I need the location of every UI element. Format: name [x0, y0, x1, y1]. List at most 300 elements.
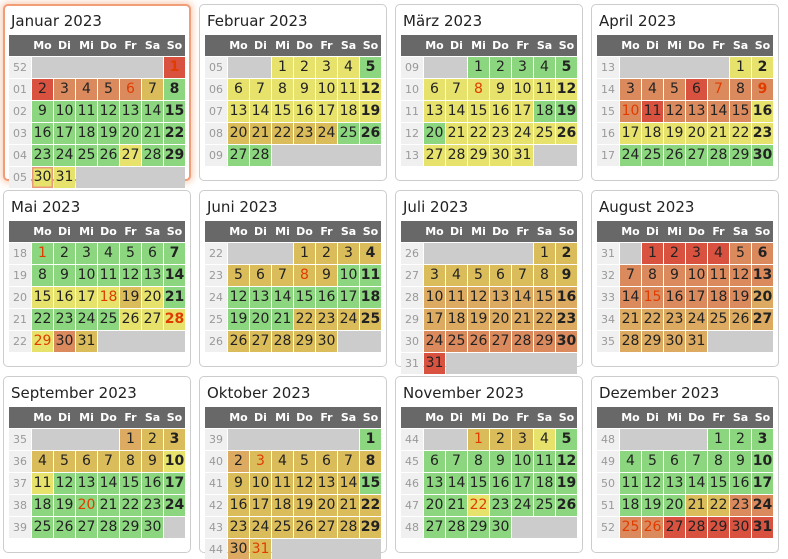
day-cell[interactable]: 16 [316, 287, 337, 308]
day-cell[interactable]: 29 [468, 517, 489, 538]
day-cell[interactable]: 24 [686, 309, 707, 330]
day-cell[interactable]: 4 [360, 243, 381, 264]
day-cell[interactable]: 31 [512, 145, 533, 166]
day-cell[interactable]: 19 [54, 495, 75, 516]
day-cell[interactable]: 12 [664, 101, 685, 122]
day-cell[interactable]: 18 [272, 495, 293, 516]
day-cell[interactable]: 25 [98, 309, 119, 330]
day-cell[interactable]: 19 [642, 495, 663, 516]
day-cell[interactable]: 10 [424, 287, 445, 308]
day-cell[interactable]: 11 [620, 473, 641, 494]
day-cell[interactable]: 5 [360, 57, 381, 78]
day-cell[interactable]: 29 [730, 145, 751, 166]
day-cell[interactable]: 13 [490, 287, 511, 308]
day-cell[interactable]: 30 [54, 331, 75, 352]
day-cell[interactable]: 9 [490, 451, 511, 472]
day-cell[interactable]: 1 [32, 243, 53, 264]
day-cell[interactable]: 3 [164, 429, 185, 450]
day-cell[interactable]: 12 [730, 265, 751, 286]
day-cell[interactable]: 23 [664, 309, 685, 330]
day-cell[interactable]: 27 [424, 517, 445, 538]
day-cell[interactable]: 30 [556, 331, 577, 352]
day-cell[interactable]: 20 [490, 309, 511, 330]
day-cell[interactable]: 26 [360, 123, 381, 144]
day-cell[interactable]: 11 [76, 101, 97, 122]
day-cell[interactable]: 20 [752, 287, 773, 308]
day-cell[interactable]: 7 [98, 451, 119, 472]
day-cell[interactable]: 16 [228, 495, 249, 516]
day-cell[interactable]: 29 [360, 517, 381, 538]
day-cell[interactable]: 26 [556, 123, 577, 144]
day-cell[interactable]: 13 [424, 101, 445, 122]
day-cell[interactable]: 5 [120, 243, 141, 264]
day-cell[interactable]: 3 [512, 57, 533, 78]
day-cell[interactable]: 3 [752, 429, 773, 450]
day-cell[interactable]: 11 [534, 451, 555, 472]
day-cell[interactable]: 15 [730, 101, 751, 122]
day-cell[interactable]: 6 [752, 243, 773, 264]
day-cell[interactable]: 9 [142, 451, 163, 472]
day-cell[interactable]: 28 [338, 517, 359, 538]
day-cell[interactable]: 20 [250, 309, 271, 330]
day-cell[interactable]: 24 [620, 145, 641, 166]
day-cell[interactable]: 20 [664, 495, 685, 516]
day-cell[interactable]: 3 [338, 243, 359, 264]
day-cell[interactable]: 16 [54, 287, 75, 308]
day-cell[interactable]: 1 [468, 429, 489, 450]
day-cell[interactable]: 7 [620, 265, 641, 286]
day-cell[interactable]: 13 [752, 265, 773, 286]
day-cell[interactable]: 5 [98, 79, 119, 100]
day-cell[interactable]: 14 [250, 101, 271, 122]
day-cell[interactable]: 5 [54, 451, 75, 472]
day-cell[interactable]: 21 [446, 123, 467, 144]
day-cell[interactable]: 25 [32, 517, 53, 538]
day-cell[interactable]: 23 [142, 495, 163, 516]
day-cell[interactable]: 12 [360, 79, 381, 100]
day-cell[interactable]: 4 [642, 79, 663, 100]
day-cell[interactable]: 26 [730, 309, 751, 330]
day-cell[interactable]: 14 [142, 101, 163, 122]
day-cell[interactable]: 6 [120, 79, 141, 100]
day-cell[interactable]: 24 [316, 123, 337, 144]
day-cell[interactable]: 12 [98, 101, 119, 122]
day-cell[interactable]: 2 [490, 57, 511, 78]
day-cell[interactable]: 7 [446, 451, 467, 472]
day-cell[interactable]: 8 [642, 265, 663, 286]
day-cell[interactable]: 17 [620, 123, 641, 144]
day-cell[interactable]: 24 [512, 495, 533, 516]
day-cell[interactable]: 28 [272, 331, 293, 352]
day-cell[interactable]: 29 [294, 331, 315, 352]
day-cell[interactable]: 30 [752, 145, 773, 166]
day-cell[interactable]: 23 [32, 145, 53, 166]
day-cell[interactable]: 31 [752, 517, 773, 538]
day-cell[interactable]: 8 [468, 79, 489, 100]
day-cell[interactable]: 2 [32, 79, 53, 100]
day-cell[interactable]: 10 [752, 451, 773, 472]
day-cell[interactable]: 21 [142, 123, 163, 144]
day-cell[interactable]: 20 [76, 495, 97, 516]
day-cell[interactable]: 22 [642, 309, 663, 330]
day-cell[interactable]: 3 [512, 429, 533, 450]
day-cell[interactable]: 24 [54, 145, 75, 166]
day-cell[interactable]: 27 [76, 517, 97, 538]
day-cell[interactable]: 3 [76, 243, 97, 264]
day-cell[interactable]: 26 [468, 331, 489, 352]
day-cell[interactable]: 3 [424, 265, 445, 286]
day-cell[interactable]: 22 [272, 123, 293, 144]
day-cell[interactable]: 24 [250, 517, 271, 538]
day-cell[interactable]: 17 [164, 473, 185, 494]
day-cell[interactable]: 5 [642, 451, 663, 472]
day-cell[interactable]: 19 [556, 473, 577, 494]
day-cell[interactable]: 21 [708, 123, 729, 144]
day-cell[interactable]: 25 [534, 495, 555, 516]
day-cell[interactable]: 9 [316, 265, 337, 286]
day-cell[interactable]: 15 [294, 287, 315, 308]
day-cell[interactable]: 6 [490, 265, 511, 286]
day-cell[interactable]: 13 [142, 265, 163, 286]
day-cell[interactable]: 9 [294, 79, 315, 100]
day-cell[interactable]: 21 [98, 495, 119, 516]
day-cell[interactable]: 18 [620, 495, 641, 516]
day-cell[interactable]: 16 [556, 287, 577, 308]
day-cell[interactable]: 30 [490, 517, 511, 538]
day-cell[interactable]: 5 [664, 79, 685, 100]
day-cell[interactable]: 16 [32, 123, 53, 144]
day-cell[interactable]: 16 [142, 473, 163, 494]
day-cell[interactable]: 8 [360, 451, 381, 472]
day-cell[interactable]: 15 [534, 287, 555, 308]
day-cell[interactable]: 7 [250, 79, 271, 100]
day-cell[interactable]: 20 [228, 123, 249, 144]
day-cell[interactable]: 14 [620, 287, 641, 308]
day-cell[interactable]: 22 [164, 123, 185, 144]
day-cell[interactable]: 26 [556, 495, 577, 516]
day-cell[interactable]: 25 [642, 145, 663, 166]
day-cell[interactable]: 17 [250, 495, 271, 516]
day-cell[interactable]: 24 [424, 331, 445, 352]
day-cell[interactable]: 16 [490, 473, 511, 494]
day-cell[interactable]: 29 [32, 331, 53, 352]
day-cell[interactable]: 28 [708, 145, 729, 166]
day-cell[interactable]: 24 [338, 309, 359, 330]
day-cell[interactable]: 15 [468, 101, 489, 122]
day-cell[interactable]: 18 [446, 309, 467, 330]
day-cell[interactable]: 8 [534, 265, 555, 286]
day-cell[interactable]: 11 [272, 473, 293, 494]
day-cell[interactable]: 26 [228, 331, 249, 352]
day-cell[interactable]: 14 [338, 473, 359, 494]
day-cell[interactable]: 14 [708, 101, 729, 122]
day-cell[interactable]: 9 [32, 101, 53, 122]
day-cell[interactable]: 15 [468, 473, 489, 494]
day-cell[interactable]: 5 [730, 243, 751, 264]
day-cell[interactable]: 18 [360, 287, 381, 308]
day-cell[interactable]: 15 [120, 473, 141, 494]
day-cell[interactable]: 18 [76, 123, 97, 144]
day-cell[interactable]: 14 [446, 101, 467, 122]
day-cell[interactable]: 8 [468, 451, 489, 472]
day-cell[interactable]: 6 [424, 79, 445, 100]
day-cell[interactable]: 29 [534, 331, 555, 352]
day-cell[interactable]: 4 [76, 79, 97, 100]
day-cell[interactable]: 10 [54, 101, 75, 122]
day-cell[interactable]: 12 [556, 451, 577, 472]
day-cell[interactable]: 6 [76, 451, 97, 472]
day-cell[interactable]: 23 [54, 309, 75, 330]
day-cell[interactable]: 12 [120, 265, 141, 286]
day-cell[interactable]: 28 [446, 517, 467, 538]
day-cell[interactable]: 11 [360, 265, 381, 286]
day-cell[interactable]: 26 [120, 309, 141, 330]
day-cell[interactable]: 22 [32, 309, 53, 330]
day-cell[interactable]: 7 [708, 79, 729, 100]
day-cell[interactable]: 12 [228, 287, 249, 308]
day-cell[interactable]: 21 [512, 309, 533, 330]
day-cell[interactable]: 29 [708, 517, 729, 538]
day-cell[interactable]: 27 [120, 145, 141, 166]
day-cell[interactable]: 24 [164, 495, 185, 516]
day-cell[interactable]: 28 [142, 145, 163, 166]
day-cell[interactable]: 21 [164, 287, 185, 308]
day-cell[interactable]: 15 [272, 101, 293, 122]
day-cell[interactable]: 8 [730, 79, 751, 100]
day-cell[interactable]: 12 [294, 473, 315, 494]
day-cell[interactable]: 10 [512, 79, 533, 100]
day-cell[interactable]: 4 [272, 451, 293, 472]
day-cell[interactable]: 27 [316, 517, 337, 538]
day-cell[interactable]: 15 [642, 287, 663, 308]
day-cell[interactable]: 14 [164, 265, 185, 286]
day-cell[interactable]: 26 [642, 517, 663, 538]
day-cell[interactable]: 8 [164, 79, 185, 100]
day-cell[interactable]: 24 [76, 309, 97, 330]
day-cell[interactable]: 3 [620, 79, 641, 100]
day-cell[interactable]: 4 [446, 265, 467, 286]
day-cell[interactable]: 10 [512, 451, 533, 472]
day-cell[interactable]: 20 [142, 287, 163, 308]
day-cell[interactable]: 23 [556, 309, 577, 330]
day-cell[interactable]: 29 [468, 145, 489, 166]
day-cell[interactable]: 6 [316, 451, 337, 472]
day-cell[interactable]: 12 [468, 287, 489, 308]
day-cell[interactable]: 7 [142, 79, 163, 100]
day-cell[interactable]: 26 [54, 517, 75, 538]
day-cell[interactable]: 11 [338, 79, 359, 100]
day-cell[interactable]: 24 [512, 123, 533, 144]
day-cell[interactable]: 20 [424, 123, 445, 144]
day-cell[interactable]: 27 [686, 145, 707, 166]
day-cell[interactable]: 28 [98, 517, 119, 538]
day-cell[interactable]: 8 [294, 265, 315, 286]
day-cell[interactable]: 11 [98, 265, 119, 286]
day-cell[interactable]: 16 [490, 101, 511, 122]
day-cell[interactable]: 17 [512, 101, 533, 122]
day-cell[interactable]: 14 [98, 473, 119, 494]
day-cell[interactable]: 22 [534, 309, 555, 330]
day-cell[interactable]: 6 [142, 243, 163, 264]
day-cell[interactable]: 24 [752, 495, 773, 516]
day-cell[interactable]: 18 [534, 101, 555, 122]
day-cell[interactable]: 27 [228, 145, 249, 166]
day-cell[interactable]: 16 [664, 287, 685, 308]
day-cell[interactable]: 10 [338, 265, 359, 286]
day-cell[interactable]: 23 [228, 517, 249, 538]
day-cell[interactable]: 8 [32, 265, 53, 286]
day-cell[interactable]: 4 [32, 451, 53, 472]
day-cell[interactable]: 20 [316, 495, 337, 516]
day-cell[interactable]: 1 [294, 243, 315, 264]
day-cell[interactable]: 18 [98, 287, 119, 308]
day-cell[interactable]: 27 [752, 309, 773, 330]
day-cell[interactable]: 5 [556, 429, 577, 450]
day-cell[interactable]: 9 [556, 265, 577, 286]
day-cell[interactable]: 23 [752, 123, 773, 144]
day-cell[interactable]: 11 [534, 79, 555, 100]
day-cell[interactable]: 7 [686, 451, 707, 472]
day-cell[interactable]: 17 [54, 123, 75, 144]
day-cell[interactable]: 21 [686, 495, 707, 516]
day-cell[interactable]: 7 [338, 451, 359, 472]
day-cell[interactable]: 12 [556, 79, 577, 100]
day-cell[interactable]: 31 [250, 539, 271, 559]
day-cell[interactable]: 22 [468, 123, 489, 144]
day-cell[interactable]: 22 [468, 495, 489, 516]
day-cell[interactable]: 27 [490, 331, 511, 352]
day-cell[interactable]: 18 [32, 495, 53, 516]
day-cell[interactable]: 23 [490, 123, 511, 144]
day-cell[interactable]: 27 [142, 309, 163, 330]
day-cell[interactable]: 25 [360, 309, 381, 330]
day-cell[interactable]: 16 [294, 101, 315, 122]
day-cell[interactable]: 8 [120, 451, 141, 472]
day-cell[interactable]: 12 [642, 473, 663, 494]
day-cell[interactable]: 15 [708, 473, 729, 494]
day-cell[interactable]: 15 [32, 287, 53, 308]
day-cell[interactable]: 16 [730, 473, 751, 494]
day-cell[interactable]: 31 [424, 353, 445, 374]
day-cell[interactable]: 26 [294, 517, 315, 538]
day-cell[interactable]: 25 [708, 309, 729, 330]
day-cell[interactable]: 17 [424, 309, 445, 330]
day-cell[interactable]: 27 [250, 331, 271, 352]
day-cell[interactable]: 2 [664, 243, 685, 264]
day-cell[interactable]: 13 [120, 101, 141, 122]
day-cell[interactable]: 18 [338, 101, 359, 122]
day-cell[interactable]: 3 [686, 243, 707, 264]
day-cell[interactable]: 2 [142, 429, 163, 450]
day-cell[interactable]: 30 [142, 517, 163, 538]
day-cell[interactable]: 1 [708, 429, 729, 450]
day-cell[interactable]: 13 [250, 287, 271, 308]
day-cell[interactable]: 2 [294, 57, 315, 78]
day-cell[interactable]: 4 [708, 243, 729, 264]
day-cell[interactable]: 28 [250, 145, 271, 166]
day-cell[interactable]: 5 [556, 57, 577, 78]
day-cell[interactable]: 5 [228, 265, 249, 286]
day-cell[interactable]: 13 [424, 473, 445, 494]
day-cell[interactable]: 10 [620, 101, 641, 122]
day-cell[interactable]: 14 [272, 287, 293, 308]
day-cell[interactable]: 13 [76, 473, 97, 494]
day-cell[interactable]: 25 [76, 145, 97, 166]
day-cell[interactable]: 2 [730, 429, 751, 450]
day-cell[interactable]: 25 [620, 517, 641, 538]
day-cell[interactable]: 9 [54, 265, 75, 286]
day-cell[interactable]: 5 [294, 451, 315, 472]
day-cell[interactable]: 11 [446, 287, 467, 308]
day-cell[interactable]: 11 [32, 473, 53, 494]
day-cell[interactable]: 9 [490, 79, 511, 100]
day-cell[interactable]: 1 [468, 57, 489, 78]
day-cell[interactable]: 13 [316, 473, 337, 494]
day-cell[interactable]: 16 [752, 101, 773, 122]
day-cell[interactable]: 1 [642, 243, 663, 264]
day-cell[interactable]: 14 [512, 287, 533, 308]
day-cell[interactable]: 4 [98, 243, 119, 264]
day-cell[interactable]: 9 [664, 265, 685, 286]
day-cell[interactable]: 6 [664, 451, 685, 472]
day-cell[interactable]: 30 [32, 167, 53, 188]
day-cell[interactable]: 10 [316, 79, 337, 100]
day-cell[interactable]: 28 [686, 517, 707, 538]
day-cell[interactable]: 17 [686, 287, 707, 308]
day-cell[interactable]: 27 [664, 517, 685, 538]
day-cell[interactable]: 20 [424, 495, 445, 516]
day-cell[interactable]: 20 [686, 123, 707, 144]
day-cell[interactable]: 17 [752, 473, 773, 494]
day-cell[interactable]: 18 [708, 287, 729, 308]
day-cell[interactable]: 30 [228, 539, 249, 559]
day-cell[interactable]: 13 [228, 101, 249, 122]
day-cell[interactable]: 28 [620, 331, 641, 352]
day-cell[interactable]: 30 [490, 145, 511, 166]
day-cell[interactable]: 19 [468, 309, 489, 330]
day-cell[interactable]: 2 [556, 243, 577, 264]
day-cell[interactable]: 25 [446, 331, 467, 352]
day-cell[interactable]: 23 [490, 495, 511, 516]
day-cell[interactable]: 12 [54, 473, 75, 494]
day-cell[interactable]: 22 [120, 495, 141, 516]
day-cell[interactable]: 2 [54, 243, 75, 264]
day-cell[interactable]: 6 [228, 79, 249, 100]
day-cell[interactable]: 21 [250, 123, 271, 144]
day-cell[interactable]: 3 [54, 79, 75, 100]
day-cell[interactable]: 9 [730, 451, 751, 472]
day-cell[interactable]: 25 [534, 123, 555, 144]
day-cell[interactable]: 17 [76, 287, 97, 308]
day-cell[interactable]: 1 [730, 57, 751, 78]
day-cell[interactable]: 26 [664, 145, 685, 166]
day-cell[interactable]: 17 [316, 101, 337, 122]
day-cell[interactable]: 13 [686, 101, 707, 122]
day-cell[interactable]: 6 [250, 265, 271, 286]
day-cell[interactable]: 22 [294, 309, 315, 330]
day-cell[interactable]: 18 [534, 473, 555, 494]
day-cell[interactable]: 2 [490, 429, 511, 450]
day-cell[interactable]: 19 [120, 287, 141, 308]
day-cell[interactable]: 10 [76, 265, 97, 286]
day-cell[interactable]: 6 [686, 79, 707, 100]
day-cell[interactable]: 8 [272, 79, 293, 100]
day-cell[interactable]: 22 [360, 495, 381, 516]
day-cell[interactable]: 19 [556, 101, 577, 122]
day-cell[interactable]: 14 [446, 473, 467, 494]
day-cell[interactable]: 2 [228, 451, 249, 472]
day-cell[interactable]: 28 [164, 309, 185, 330]
